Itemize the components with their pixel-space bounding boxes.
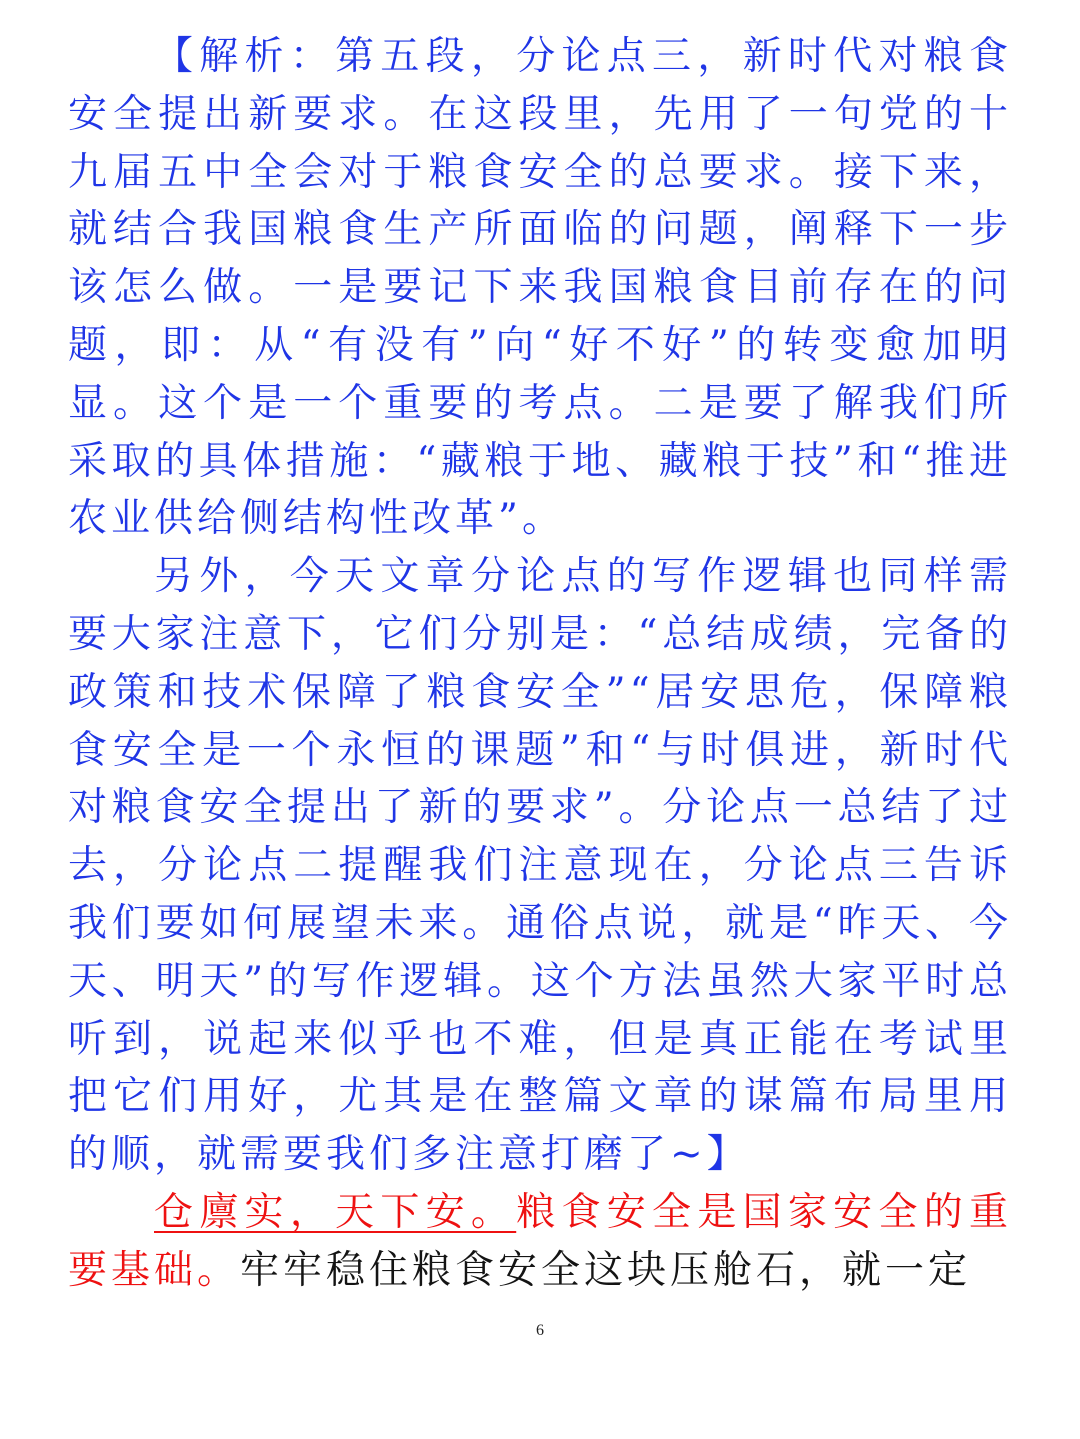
article-paragraph [68,1184,1012,1300]
analysis-paragraph-2: 另外，今天文章分论点的写作逻辑也同样需要大家注意下，它们分别是：“总结成绩，完备的政策和技术保障了粮食安全”“居安思危，保障粮食安全是一个永恒的课题”和“与时俱进，新时代对粮食安全提出了新的要求”。分论点一总结了过去，分论点二提醒我们注意现在，分论点三告诉我们要如何展望未来。通俗点说，就是“昨天、今天、明天”的写作逻辑。这个方法虽然大家平时总听到，说起来似乎也不难，但是真正能在考试里把它们用好，尤其是在整篇文章的谋篇布局里用的顺，就需要我们多注意打磨了~】 [68,554,1012,1178]
underlined-phrase: 仓廪实，天下安。 [154,1189,517,1235]
page-number: 6 [536,1322,544,1339]
highlight-sentence: 粮食安全是国家安全的重要基础。 [68,1189,1012,1293]
article-body-text: 牢牢稳住粮食安全这块压舱石，就一定 [240,1247,972,1293]
analysis-paragraph-1: 【解析：第五段，分论点三，新时代对粮食安全提出新要求。在这段里，先用了一句党的十九届五中全会对于粮食安全的总要求。接下来，就结合我国粮食生产所面临的问题，阐释下一步该怎么做。一是要记下来我国粮食目前存在的问题，即：从“有没有”向“好不好”的转变愈加明显。这个是一个重要的考点。二是要了解我们所采取的具体措施：“藏粮于地、藏粮于技”和“推进农业供给侧结构性改革”。 [68,34,1012,542]
document-page [68,28,1012,1300]
